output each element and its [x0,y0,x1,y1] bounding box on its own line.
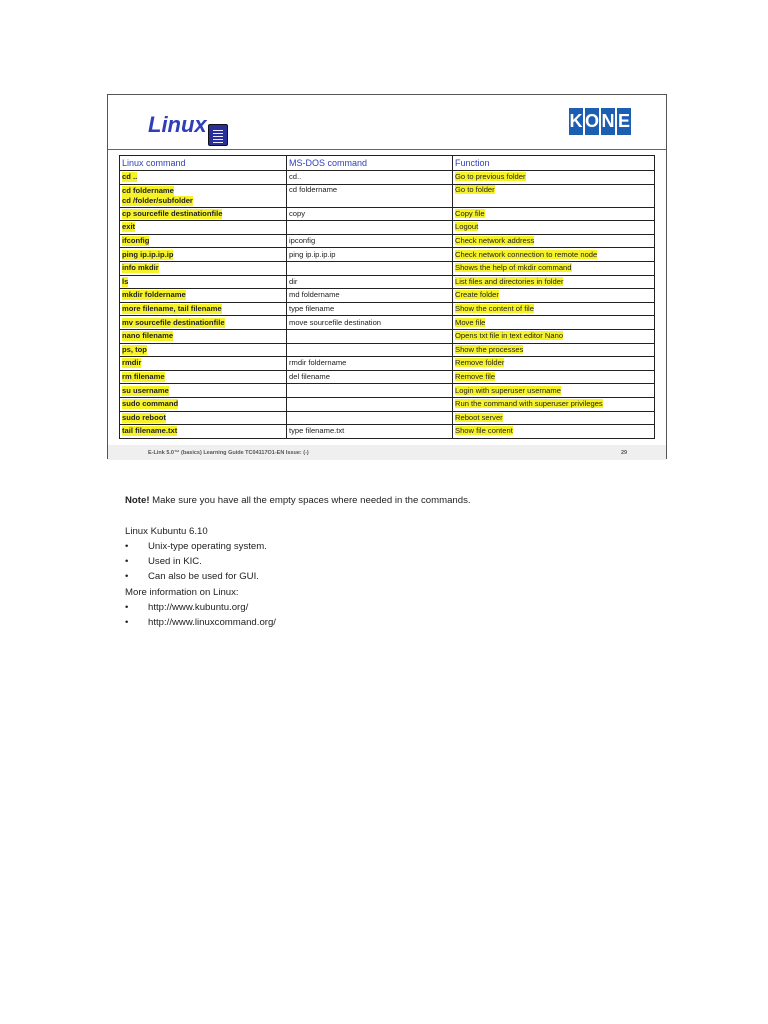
function-text: Login with superuser username [455,385,561,395]
cell-function [453,343,655,357]
note-label: Note! [125,495,150,506]
cell-linux-command [120,384,287,398]
function-text: Go to previous folder [455,172,526,182]
linux-command-text: mv sourcefile destinationfile [122,317,225,327]
list-item: • Unix-type operating system. [125,539,471,554]
slide [107,94,667,459]
cell-msdos-command [287,248,453,262]
cell-msdos-command [287,289,453,303]
list-item: • Used in KIC. [125,554,471,569]
cell-function [453,316,655,330]
cell-linux-command [120,207,287,221]
bullet-icon: • [125,540,129,552]
bullet-icon: • [125,556,129,568]
cell-linux-command [120,234,287,248]
function-text: Run the command with superuser privileges [455,399,603,409]
cell-function [453,425,655,439]
link-item [125,615,471,630]
column-header-msdos: MS-DOS command [287,156,453,171]
cell-msdos-command [287,316,453,330]
cell-msdos-command [287,207,453,221]
cell-linux-command [120,425,287,439]
table-row [120,261,655,275]
cell-function [453,411,655,425]
linux-command-text: cp sourcefile destinationfile [122,208,223,218]
function-text: Logout [455,222,479,232]
function-text: Reboot server [455,412,503,422]
kone-logo [569,108,631,135]
msdos-command-text: type filename [289,304,335,314]
function-text: Go to folder [455,184,495,194]
cell-linux-command [120,357,287,371]
msdos-command-text: move sourcefile destination [289,317,382,327]
linux-command-text: sudo reboot [122,412,166,422]
function-text: Show the processes [455,344,524,354]
note-text: Make sure you have all the empty spaces where needed in the commands. [149,495,471,506]
table-row [120,302,655,316]
cell-function [453,289,655,303]
bullet-icon: • [125,617,129,629]
cell-msdos-command [287,261,453,275]
function-text: Copy file [455,208,485,218]
cell-msdos-command [287,234,453,248]
cell-linux-command [120,184,287,207]
table-row [120,234,655,248]
more-info-heading: More information on Linux: [125,586,239,598]
cell-linux-command [120,397,287,411]
linux-command-text: rmdir [122,358,142,368]
cell-function [453,248,655,262]
table-row [120,289,655,303]
msdos-command-text: cd.. [289,172,302,182]
cell-function [453,261,655,275]
table-row [120,384,655,398]
page-number: 29 [621,450,628,456]
header-divider [108,149,666,150]
table-row [120,171,655,185]
slide-footer [108,445,666,460]
table-row [120,316,655,330]
function-text: Check network connection to remote node [455,249,598,259]
msdos-command-text: ipconfig [289,236,316,246]
cell-linux-command [120,370,287,384]
msdos-command-text: md foldername [289,290,340,300]
document-icon [208,124,228,146]
cell-function [453,184,655,207]
linux-command-text: rm filename [122,372,165,382]
column-header-linux: Linux command [120,156,287,171]
cell-function [453,207,655,221]
cell-linux-command [120,289,287,303]
logo-letter: K [569,108,583,135]
cell-msdos-command [287,411,453,425]
cell-msdos-command [287,343,453,357]
linux-command-text: mkdir foldername [122,290,186,300]
bullet-icon: • [125,602,129,614]
cell-function [453,397,655,411]
table-row [120,248,655,262]
table-body [120,171,655,439]
table-row [120,370,655,384]
footer-text: E-Link 5.0™ (basics) Learning Guide TC04117O1-EN Issue: (-) [148,450,309,456]
table-row [120,184,655,207]
linux-command-text: ls [122,276,129,286]
table-row [120,425,655,439]
linux-command-text: tail filename.txt [122,426,178,436]
cell-msdos-command [287,425,453,439]
linux-command-text: su username [122,385,169,395]
link-kubuntu[interactable]: http://www.kubuntu.org/ [148,602,249,614]
cell-msdos-command [287,275,453,289]
cell-msdos-command [287,357,453,371]
linux-command-text: ping ip.ip.ip.ip [122,249,174,259]
function-text: Create folder [455,290,499,300]
column-header-function: Function [453,156,655,171]
table-row [120,343,655,357]
cell-linux-command [120,411,287,425]
cell-msdos-command [287,397,453,411]
cell-linux-command [120,343,287,357]
linux-command-text: more filename, tail filename [122,304,222,314]
logo-letter: O [585,108,599,135]
table-row [120,207,655,221]
function-text: Check network address [455,236,535,246]
linux-command-text: ps, top [122,344,147,354]
cell-function [453,302,655,316]
cell-function [453,234,655,248]
command-table [119,155,655,439]
cell-msdos-command [287,171,453,185]
cell-msdos-command [287,184,453,207]
kubuntu-heading: Linux Kubuntu 6.10 [125,525,208,537]
linux-command-text: cd /folder/subfolder [122,195,193,205]
table-row [120,221,655,235]
logo-letter: N [601,108,615,135]
table-row [120,275,655,289]
link-linuxcommand[interactable]: http://www.linuxcommand.org/ [148,617,276,629]
linux-command-text: cd .. [122,172,138,182]
cell-linux-command [120,302,287,316]
cell-function [453,357,655,371]
table-row [120,397,655,411]
msdos-command-text: type filename.txt [289,426,345,436]
function-text: Remove file [455,372,496,382]
cell-msdos-command [287,329,453,343]
cell-function [453,329,655,343]
cell-function [453,384,655,398]
linux-command-text: info mkdir [122,263,159,273]
cell-linux-command [120,248,287,262]
cell-linux-command [120,221,287,235]
cell-function [453,221,655,235]
logo-letter: E [617,108,631,135]
notes-section [125,493,471,631]
linux-command-text: exit [122,222,136,232]
msdos-command-text: cd foldername [289,184,338,194]
table-header-row [120,156,655,171]
cell-msdos-command [287,221,453,235]
linux-command-text: nano filename [122,331,174,341]
cell-msdos-command [287,384,453,398]
msdos-command-text: ping ip.ip.ip.ip [289,249,336,259]
cell-linux-command [120,261,287,275]
cell-linux-command [120,171,287,185]
cell-linux-command [120,316,287,330]
cell-function [453,275,655,289]
function-text: Opens txt file in text editor Nano [455,331,564,341]
function-text: Show file content [455,426,513,436]
note-line [125,493,471,508]
bullet-icon: • [125,571,129,583]
cell-linux-command [120,329,287,343]
table-row [120,357,655,371]
table-row [120,411,655,425]
function-text: Move file [455,317,486,327]
msdos-command-text: dir [289,276,298,286]
table-row [120,329,655,343]
cell-msdos-command [287,302,453,316]
msdos-command-text: del filename [289,372,330,382]
cell-function [453,171,655,185]
linux-command-text: cd foldername [122,185,174,195]
link-item [125,600,471,615]
msdos-command-text: rmdir foldername [289,358,347,368]
function-text: Shows the help of mkdir command [455,263,572,273]
list-item: • Can also be used for GUI. [125,569,471,584]
cell-function [453,370,655,384]
msdos-command-text: copy [289,208,306,218]
cell-linux-command [120,275,287,289]
cell-msdos-command [287,370,453,384]
linux-command-text: ifconfig [122,236,150,246]
function-text: Show the content of file [455,304,534,314]
linux-command-text: sudo command [122,399,179,409]
function-text: List files and directories in folder [455,276,564,286]
function-text: Remove folder [455,358,505,368]
slide-title: Linux [148,112,207,137]
